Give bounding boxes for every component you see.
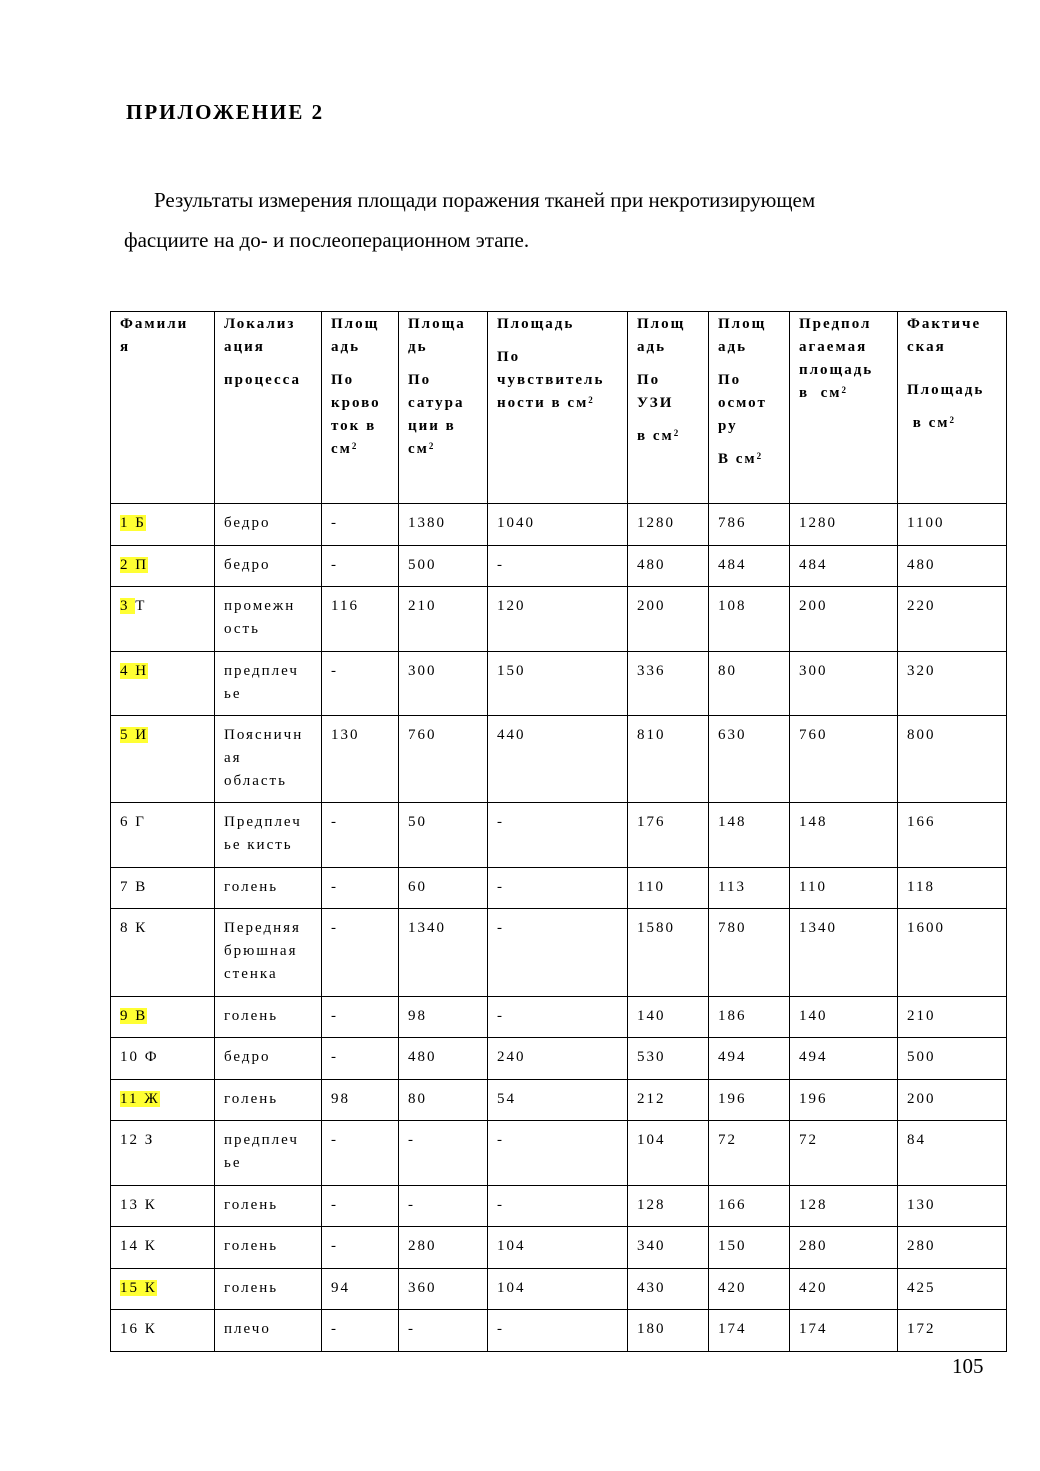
patient-initial: К [144, 1197, 157, 1213]
patient-number: 15 [120, 1280, 139, 1296]
expected-cell: 128 [790, 1186, 898, 1227]
patient-number: 5 [120, 727, 130, 743]
patient-number: 3 [120, 598, 130, 614]
ultrasound-cell: 340 [628, 1227, 709, 1269]
header-sensitivity-area: Площадь По чувствитель ности в $см^2$ [488, 312, 628, 504]
patient-initial: Т [135, 598, 147, 614]
patient-cell [111, 868, 215, 909]
table-row [111, 716, 1007, 803]
ultrasound-cell: 336 [628, 652, 709, 716]
actual-cell: 1100 [898, 504, 1007, 546]
table-row [111, 909, 1007, 997]
patient-number: 8 [120, 920, 130, 936]
highlight-mark [120, 663, 148, 679]
blood-flow-cell: - [322, 909, 399, 997]
ultrasound-cell: 110 [628, 868, 709, 909]
blood-flow-cell: - [322, 997, 399, 1038]
patient-number: 7 [120, 879, 130, 895]
ultrasound-cell: 140 [628, 997, 709, 1038]
blood-flow-cell: - [322, 1121, 399, 1186]
patient-number: 12 [120, 1132, 139, 1148]
exam-cell: 72 [709, 1121, 790, 1186]
saturation-cell: 98 [399, 997, 488, 1038]
saturation-cell: 300 [399, 652, 488, 716]
intro-line-1: Результаты измерения площади поражения тканей при некротизирующем [154, 188, 816, 212]
blood-flow-cell: - [322, 1227, 399, 1269]
sensitivity-cell: - [488, 803, 628, 868]
sensitivity-cell: - [488, 546, 628, 587]
localization-line: промежн [224, 598, 296, 614]
expected-cell: 760 [790, 716, 898, 803]
intro-line-2: фасциите на до- и послеоперационном этапе. [124, 228, 530, 252]
sensitivity-cell: - [488, 1310, 628, 1352]
patient-number: 10 [120, 1049, 139, 1065]
localization-cell [215, 1038, 322, 1080]
expected-cell: 494 [790, 1038, 898, 1080]
saturation-cell: 80 [399, 1080, 488, 1121]
sensitivity-cell: - [488, 997, 628, 1038]
ultrasound-cell: 200 [628, 587, 709, 652]
table-row [111, 868, 1007, 909]
patient-initial: В [135, 1008, 148, 1024]
blood-flow-cell: 94 [322, 1269, 399, 1310]
exam-cell: 108 [709, 587, 790, 652]
table-row [111, 504, 1007, 546]
localization-line: ость [224, 621, 260, 637]
patient-initial: З [144, 1132, 155, 1148]
exam-cell: 484 [709, 546, 790, 587]
results-table [110, 311, 1007, 1352]
table-row [111, 1269, 1007, 1310]
table-row [111, 652, 1007, 716]
localization-line: брюшная [224, 943, 298, 959]
header-saturation-area: Площа дь По сатура ции в $см^2$ [399, 312, 488, 504]
ultrasound-cell: 180 [628, 1310, 709, 1352]
header-actual-area: Фактиче ская Площадь в $см^2$ [898, 312, 1007, 504]
header-surname: Фамили я [111, 312, 215, 504]
localization-line: область [224, 773, 287, 789]
patient-initial: Ф [144, 1049, 159, 1065]
localization-line: ье кисть [224, 837, 293, 853]
blood-flow-cell: 130 [322, 716, 399, 803]
sensitivity-cell: 440 [488, 716, 628, 803]
saturation-cell: 1380 [399, 504, 488, 546]
ultrasound-cell: 810 [628, 716, 709, 803]
saturation-cell: 60 [399, 868, 488, 909]
patient-initial: Б [135, 515, 146, 531]
patient-number: 1 [120, 515, 130, 531]
expected-cell: 280 [790, 1227, 898, 1269]
header-exam-area: Площ адь По осмот ру В $см^2$ [709, 312, 790, 504]
patient-initial: К [135, 920, 148, 936]
localization-line: бедро [224, 515, 271, 531]
table-row [111, 1080, 1007, 1121]
saturation-cell: - [399, 1121, 488, 1186]
sensitivity-cell: 150 [488, 652, 628, 716]
sensitivity-cell: 54 [488, 1080, 628, 1121]
actual-cell: 220 [898, 587, 1007, 652]
saturation-cell: 280 [399, 1227, 488, 1269]
expected-cell: 1340 [790, 909, 898, 997]
sensitivity-cell: - [488, 909, 628, 997]
ultrasound-cell: 128 [628, 1186, 709, 1227]
localization-line: голень [224, 1238, 279, 1254]
saturation-cell: 210 [399, 587, 488, 652]
localization-cell [215, 546, 322, 587]
ultrasound-cell: 212 [628, 1080, 709, 1121]
blood-flow-cell: - [322, 546, 399, 587]
patient-initial: Н [135, 663, 149, 679]
sensitivity-cell: 104 [488, 1227, 628, 1269]
localization-line: голень [224, 1091, 279, 1107]
actual-cell: 1600 [898, 909, 1007, 997]
patient-cell [111, 1121, 215, 1186]
expected-cell: 300 [790, 652, 898, 716]
table-row [111, 1038, 1007, 1080]
localization-cell [215, 909, 322, 997]
patient-number: 14 [120, 1238, 139, 1254]
localization-line: бедро [224, 1049, 271, 1065]
actual-cell: 800 [898, 716, 1007, 803]
actual-cell: 425 [898, 1269, 1007, 1310]
table-row [111, 997, 1007, 1038]
blood-flow-cell: - [322, 1310, 399, 1352]
highlight-mark [120, 1091, 160, 1107]
localization-cell [215, 652, 322, 716]
header-localization: Локализ ация процесса [215, 312, 322, 504]
ultrasound-cell: 1580 [628, 909, 709, 997]
patient-cell [111, 1080, 215, 1121]
localization-line: ье [224, 1155, 242, 1171]
patient-cell [111, 909, 215, 997]
exam-cell: 780 [709, 909, 790, 997]
patient-cell [111, 504, 215, 546]
patient-cell [111, 1310, 215, 1352]
blood-flow-cell: - [322, 504, 399, 546]
patient-number: 2 [120, 557, 130, 573]
patient-number: 11 [120, 1091, 139, 1107]
patient-initial: К [144, 1321, 157, 1337]
exam-cell: 166 [709, 1186, 790, 1227]
exam-cell: 113 [709, 868, 790, 909]
patient-number: 9 [120, 1008, 130, 1024]
localization-line: предплеч [224, 663, 299, 679]
actual-cell: 210 [898, 997, 1007, 1038]
localization-cell [215, 997, 322, 1038]
highlight-mark [120, 1008, 147, 1024]
sensitivity-cell: - [488, 1186, 628, 1227]
appendix-heading: ПРИЛОЖЕНИЕ 2 [126, 100, 325, 124]
expected-cell: 1280 [790, 504, 898, 546]
patient-initial: Ж [144, 1091, 160, 1107]
expected-cell: 174 [790, 1310, 898, 1352]
saturation-cell: 500 [399, 546, 488, 587]
localization-line: ье [224, 686, 242, 702]
patient-number: 16 [120, 1321, 139, 1337]
patient-cell [111, 803, 215, 868]
expected-cell: 196 [790, 1080, 898, 1121]
ultrasound-cell: 480 [628, 546, 709, 587]
localization-line: голень [224, 879, 279, 895]
localization-cell [215, 1080, 322, 1121]
highlight-mark [120, 1280, 157, 1296]
actual-cell: 480 [898, 546, 1007, 587]
table-row [111, 803, 1007, 868]
blood-flow-cell: - [322, 1038, 399, 1080]
saturation-cell: 760 [399, 716, 488, 803]
exam-cell: 420 [709, 1269, 790, 1310]
localization-line: Поясничн [224, 727, 304, 743]
patient-initial: И [135, 727, 149, 743]
localization-cell [215, 868, 322, 909]
localization-line: предплеч [224, 1132, 299, 1148]
exam-cell: 150 [709, 1227, 790, 1269]
localization-line: Передняя [224, 920, 301, 936]
highlight-mark [120, 515, 146, 531]
intro-paragraph [124, 180, 984, 260]
localization-cell [215, 587, 322, 652]
localization-line: бедро [224, 557, 271, 573]
saturation-cell: 1340 [399, 909, 488, 997]
localization-line: голень [224, 1197, 279, 1213]
blood-flow-cell: 98 [322, 1080, 399, 1121]
sensitivity-cell: 1040 [488, 504, 628, 546]
patient-cell [111, 652, 215, 716]
saturation-cell: 360 [399, 1269, 488, 1310]
highlight-mark [120, 598, 135, 614]
sensitivity-cell: - [488, 1121, 628, 1186]
blood-flow-cell: - [322, 652, 399, 716]
exam-cell: 786 [709, 504, 790, 546]
sensitivity-cell: 240 [488, 1038, 628, 1080]
patient-number: 4 [120, 663, 130, 679]
saturation-cell: 50 [399, 803, 488, 868]
exam-cell: 148 [709, 803, 790, 868]
exam-cell: 494 [709, 1038, 790, 1080]
localization-cell [215, 1310, 322, 1352]
expected-cell: 72 [790, 1121, 898, 1186]
localization-cell [215, 716, 322, 803]
actual-cell: 320 [898, 652, 1007, 716]
actual-cell: 118 [898, 868, 1007, 909]
page-number: 105 [952, 1354, 984, 1378]
localization-cell [215, 1227, 322, 1269]
exam-cell: 80 [709, 652, 790, 716]
localization-line: плечо [224, 1321, 271, 1337]
expected-cell: 148 [790, 803, 898, 868]
localization-line: Предплеч [224, 814, 302, 830]
patient-initial: К [144, 1280, 157, 1296]
localization-line: ая [224, 750, 242, 766]
header-blood-flow-area: Площ адь По крово ток в $см^2$ [322, 312, 399, 504]
localization-cell [215, 1186, 322, 1227]
localization-cell [215, 1269, 322, 1310]
table-row [111, 1310, 1007, 1352]
localization-cell [215, 803, 322, 868]
ultrasound-cell: 530 [628, 1038, 709, 1080]
localization-cell [215, 1121, 322, 1186]
patient-number: 13 [120, 1197, 139, 1213]
sensitivity-cell: 120 [488, 587, 628, 652]
ultrasound-cell: 176 [628, 803, 709, 868]
expected-cell: 484 [790, 546, 898, 587]
actual-cell: 200 [898, 1080, 1007, 1121]
table-row [111, 587, 1007, 652]
patient-cell [111, 997, 215, 1038]
localization-cell [215, 504, 322, 546]
patient-initial: К [144, 1238, 157, 1254]
patient-initial: П [135, 557, 149, 573]
ultrasound-cell: 430 [628, 1269, 709, 1310]
expected-cell: 200 [790, 587, 898, 652]
patient-cell [111, 1227, 215, 1269]
actual-cell: 172 [898, 1310, 1007, 1352]
table-row [111, 1121, 1007, 1186]
header-expected-area: Предпол агаемая площадь в $см^2$ [790, 312, 898, 504]
localization-line: стенка [224, 966, 278, 982]
table-body [111, 504, 1007, 1352]
blood-flow-cell: - [322, 868, 399, 909]
patient-cell [111, 1269, 215, 1310]
table-header-row [111, 312, 1007, 504]
actual-cell: 500 [898, 1038, 1007, 1080]
exam-cell: 630 [709, 716, 790, 803]
expected-cell: 110 [790, 868, 898, 909]
saturation-cell: - [399, 1186, 488, 1227]
actual-cell: 280 [898, 1227, 1007, 1269]
saturation-cell: 480 [399, 1038, 488, 1080]
patient-cell [111, 716, 215, 803]
patient-cell [111, 1038, 215, 1080]
exam-cell: 174 [709, 1310, 790, 1352]
expected-cell: 420 [790, 1269, 898, 1310]
actual-cell: 130 [898, 1186, 1007, 1227]
localization-line: голень [224, 1008, 279, 1024]
exam-cell: 196 [709, 1080, 790, 1121]
blood-flow-cell: - [322, 1186, 399, 1227]
patient-cell [111, 587, 215, 652]
highlight-mark [120, 557, 148, 573]
table-row [111, 1186, 1007, 1227]
table-row [111, 1227, 1007, 1269]
sensitivity-cell: 104 [488, 1269, 628, 1310]
saturation-cell: - [399, 1310, 488, 1352]
actual-cell: 166 [898, 803, 1007, 868]
patient-initial: В [135, 879, 148, 895]
patient-number: 6 [120, 814, 130, 830]
localization-line: голень [224, 1280, 279, 1296]
exam-cell: 186 [709, 997, 790, 1038]
ultrasound-cell: 1280 [628, 504, 709, 546]
ultrasound-cell: 104 [628, 1121, 709, 1186]
sensitivity-cell: - [488, 868, 628, 909]
patient-cell [111, 1186, 215, 1227]
patient-initial: Г [135, 814, 146, 830]
expected-cell: 140 [790, 997, 898, 1038]
patient-cell [111, 546, 215, 587]
actual-cell: 84 [898, 1121, 1007, 1186]
blood-flow-cell: - [322, 803, 399, 868]
header-ultrasound-area: Площ адь По УЗИ в $см^2$ [628, 312, 709, 504]
highlight-mark [120, 727, 148, 743]
blood-flow-cell: 116 [322, 587, 399, 652]
table-row [111, 546, 1007, 587]
